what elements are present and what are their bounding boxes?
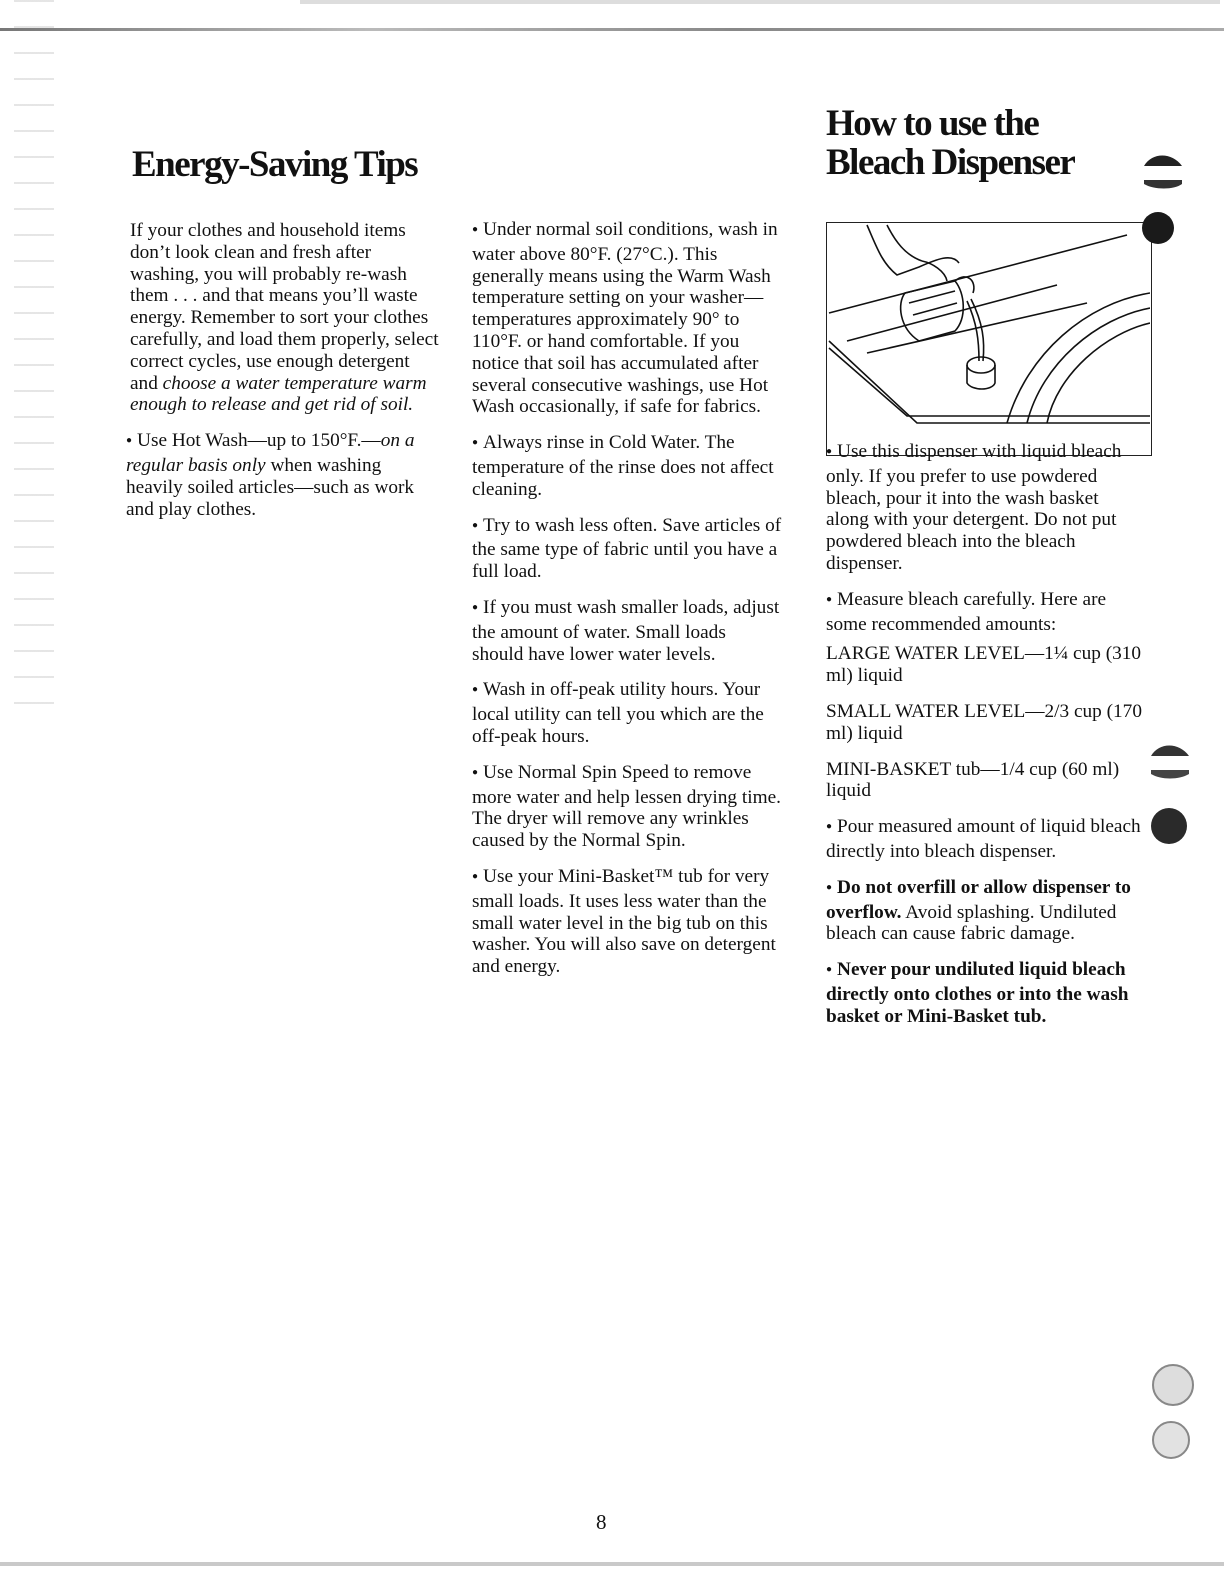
energy-intro-paragraph: If your clothes and household items don’t look clean and fresh after washing, you will probably re-wash them . . . and that means you’ll waste energy. Remember to sort your clothes carefully, and load them properly, select correct cycles, use enough detergent and choose a water temperature warm enough to release and get rid of soil. [130,220,439,416]
overfill-warning: ● Do not overfill or allow dispenser to overflow. Avoid splashing. Undiluted bleach can cause fabric damage. [826,877,1146,945]
section-tab-marker-icon [1140,150,1190,250]
bleach-illustration-drawing [827,223,1150,454]
binder-hole-icon [1148,1360,1198,1470]
amount-small-water-level: SMALL WATER LEVEL—2/3 cup (170 ml) liquid [826,700,1142,744]
tip-item: ● Try to wash less often. Save articles of the same type of fabric until you have a full load. [472,515,782,583]
energy-intro-column [126,220,440,534]
amount-large-water-level: LARGE WATER LEVEL—1¼ cup (310 ml) liquid [826,643,1142,687]
bleach-instructions-column [826,441,1146,1042]
hot-wash-tip: ● Use Hot Wash—up to 150°F.—on a regular basis only when washing heavily soiled articles—such as work and play clothes. [126,430,440,520]
energy-saving-title: Energy-Saving Tips [132,144,418,185]
amount-mini-basket: MINI-BASKET tub—1/4 cup (60 ml) liquid [826,758,1120,802]
section-tab-marker-icon [1145,740,1195,850]
scan-edge-left [14,0,54,720]
scan-border-top [0,28,1224,31]
scan-edge-top [300,0,1220,4]
tip-item: ● Use your Mini-Basket™ tub for very small loads. It uses less water than the small water level in the big tub on this washer. You will also save on detergent and energy. [472,866,782,978]
bleach-dispenser-title: How to use the Bleach Dispenser [826,103,1075,183]
liquid-bleach-only-note: ● Use this dispenser with liquid bleach only. If you prefer to use powdered bleach, pour it into the wash basket along with your detergent. Do not put powdered bleach into the bleach dispenser. [826,441,1146,575]
page-number: 8 [596,1510,607,1534]
measure-bleach-note: ● Measure bleach carefully. Here are some recommended amounts: [826,589,1146,636]
undiluted-bleach-warning: ● Never pour undiluted liquid bleach directly onto clothes or into the wash basket or Mini-Basket tub. [826,959,1146,1027]
tip-item: ● Under normal soil conditions, wash in water above 80°F. (27°C.). This generally means using the Warm Wash temperature setting on your washer—temperatures approximately 90° to 110°F. or hand comfortable. If you notice that soil has accumulated after several consecutive washings, use Hot Wash occasionally, if safe for fabrics. [472,219,782,418]
energy-tips-list [472,219,782,992]
tip-item: ● Use Normal Spin Speed to remove more water and help lessen drying time. The dryer will remove any wrinkles caused by the Normal Spin. [472,762,782,852]
bleach-pouring-illustration [826,222,1152,456]
tip-item: ● If you must wash smaller loads, adjust the amount of water. Small loads should have lower water levels. [472,597,782,665]
pour-directly-note: ● Pour measured amount of liquid bleach directly into bleach dispenser. [826,816,1146,863]
tip-item: ● Always rinse in Cold Water. The temperature of the rinse does not affect cleaning. [472,432,782,500]
scan-border-bottom [0,1562,1224,1566]
tip-item: ● Wash in off-peak utility hours. Your local utility can tell you which are the off-peak hours. [472,679,782,747]
